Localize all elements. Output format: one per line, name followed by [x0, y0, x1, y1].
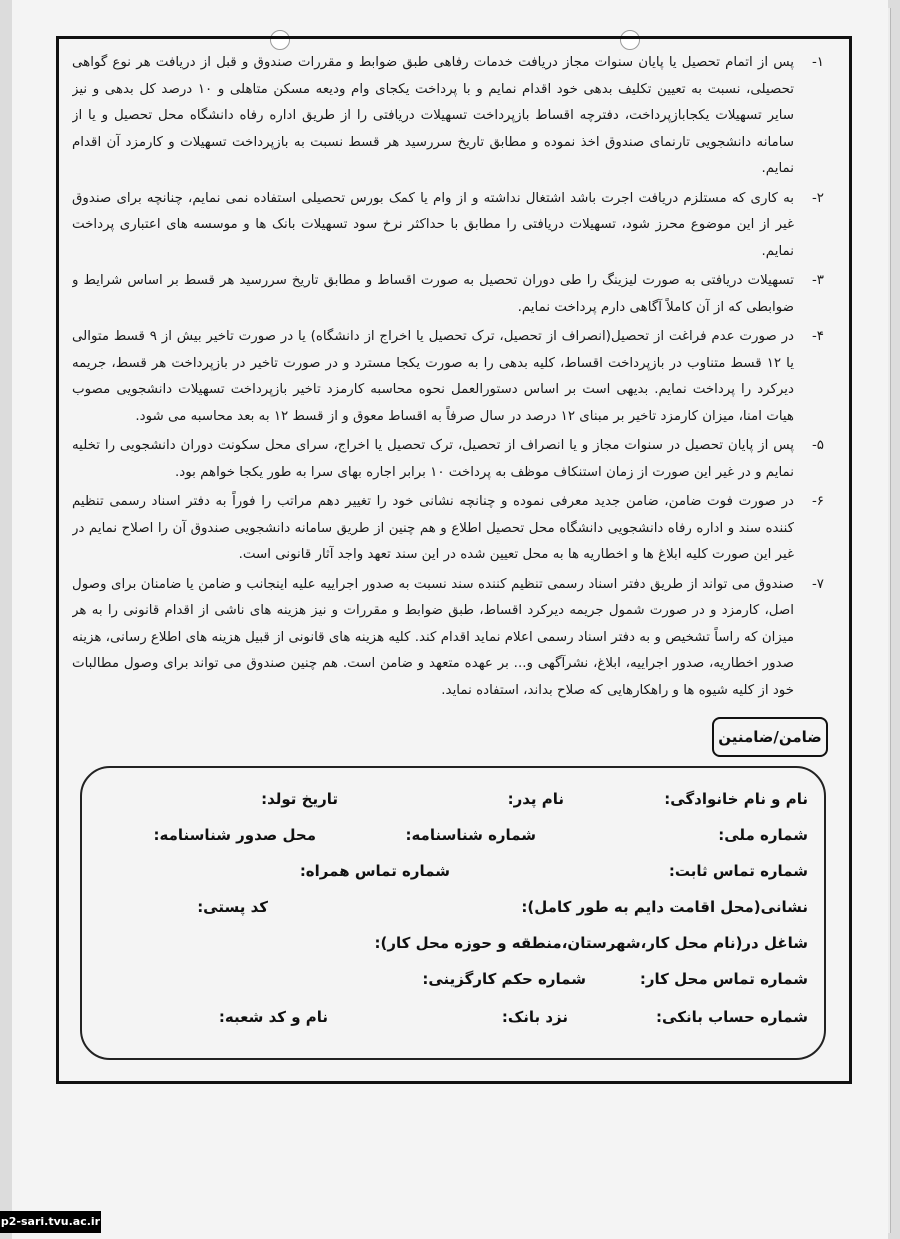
clause-text: در صورت عدم فراغت از تحصیل(انصراف از تحصیل، ترک تحصیل یا اخراج از دانشگاه) یا در صورت تاخیر بیش از ۹ قسط متوالی یا ۱۲ قسط متناوب در بازپرداخت اقساط، کلیه بدهی را به صورت یکجا مسترد و در صورت تاخیر در بازپرداخت هر قسط، جریمه دیرکرد را پرداخت نمایم. بدیهی است بر اساس دستورالعمل نحوه محاسبه کارمزد تاخیر بازپرداخت تسهیلات دانشجویی مصوب هیات امنا، میزان کارمزد تاخیر بر مبنای ۱۲ درصد در سال صرفاً به اقساط معوق و از قسط ۱۲ به بعد محاسبه می شود.	[72, 329, 794, 424]
source-watermark: p2-sari.tvu.ac.ir	[0, 1211, 101, 1233]
workplace-field[interactable]: شاغل در(نام محل کار،شهرستان،منطقه و حوزه محل کار):	[374, 934, 808, 952]
clause-6	[72, 489, 824, 569]
form-row-workplace	[96, 934, 808, 960]
clause-2	[72, 186, 824, 266]
clause-3	[72, 268, 824, 321]
work-phone-field[interactable]: شماره تماس محل کار:	[639, 970, 808, 988]
clause-number: ۵-	[811, 438, 824, 453]
clause-text: پس از اتمام تحصیل یا پایان سنوات مجاز دریافت خدمات رفاهی طبق ضوابط و مقررات صندوق و قبل از دریافت هر نوع گواهی تحصیلی، نسبت به تعیین تکلیف بدهی خود اقدام نمایم و با پرداخت یکجای وام ودیعه مسکن متاهلی و ۱۰ درصد کل بدهی و نیز سایر تسهیلات یکجابازپرداخت، دفترچه اقساط بازپرداخت تسهیلات دریافتی را از طریق اداره رفاه دانشگاه محل تحصیل و یا از سامانه دانشجویی تارنمای صندوق اخذ نموده و مطابق تاریخ سررسید هر قسط نسبت به بازپرداخت تسهیلات و کارمزد آن اقدام نمایم.	[72, 55, 794, 176]
form-row-work	[96, 970, 808, 996]
clause-number: ۶-	[811, 494, 824, 509]
id-place-field[interactable]: محل صدور شناسنامه:	[153, 826, 316, 844]
guarantor-section-title: ضامن/ضامنین	[712, 717, 828, 757]
full-name-field[interactable]: نام و نام خانوادگی:	[664, 790, 808, 808]
form-row-id	[96, 826, 808, 852]
clause-number: ۲-	[811, 190, 824, 206]
clause-7	[72, 572, 824, 705]
clause-text: پس از پایان تحصیل در سنوات مجاز و یا انصراف از تحصیل، ترک تحصیل یا اخراج، سرای محل سکونت دوران دانشجویی را تخلیه نمایم و در غیر این صورت از زمان استنکاف موظف به پرداخت ۱۰ برابر اجاره بهای سرا به طور یکجا خواهم بود.	[72, 438, 794, 480]
form-row-phones	[96, 862, 808, 888]
account-number-field[interactable]: شماره حساب بانکی:	[656, 1008, 808, 1026]
form-row-name	[96, 790, 808, 816]
form-row-bank	[96, 1008, 808, 1034]
mobile-field[interactable]: شماره تماس همراه:	[299, 862, 450, 880]
clause-number: ۳-	[811, 273, 824, 288]
clause-5	[72, 433, 824, 486]
clause-number: ۴-	[811, 329, 824, 344]
clause-text: صندوق می تواند از طریق دفتر اسناد رسمی تنظیم کننده سند نسبت به صدور اجراییه علیه اینجانب و ضامن یا ضامنان برای وصول اصل، کارمزد و در صورت شمول جریمه دیرکرد اقساط، طبق ضوابط و مقررات و نیز هزینه های ناشی از اقدام قانونی را به هر میزان که راساً تشخیص و به دفتر اسناد رسمی اعلام نماید اقدام کند. کلیه هزینه های قانونی از قبیل هزینه های اطلاع رسانی، هزینه صدور اخطاریه، صدور اجراییه، ابلاغ، نشرآگهی و... بر عهده متعهد و ضامن است. هم چنین صندوق می تواند برای وصول مطالبات خود از کلیه شیوه ها و راهکارهایی که صلاح بداند، استفاده نماید.	[72, 576, 794, 698]
form-row-address	[96, 898, 808, 924]
clause-number: ۷-	[811, 576, 824, 592]
birth-date-field[interactable]: تاریخ تولد:	[261, 790, 338, 808]
landline-field[interactable]: شماره تماس ثابت:	[668, 862, 808, 880]
id-number-field[interactable]: شماره شناسنامه:	[405, 826, 536, 844]
address-field[interactable]: نشانی(محل اقامت دایم به طور کامل):	[521, 898, 808, 916]
employment-number-field[interactable]: شماره حکم کارگزینی:	[422, 970, 586, 988]
commitment-clauses	[72, 50, 824, 720]
clause-4	[72, 324, 824, 430]
postal-code-field[interactable]: کد پستی:	[197, 898, 268, 916]
clause-number: ۱-	[811, 55, 824, 70]
national-id-field[interactable]: شماره ملی:	[718, 826, 808, 844]
clause-text: به کاری که مستلزم دریافت اجرت باشد اشتغال نداشته و از وام یا کمک بورس تحصیلی استفاده نمی نمایم، چنانچه برای صندوق غیر از این موضوع محرز شود، تسهیلات دریافتی را مطابق با حداکثر نرخ سود تسهیلات بانک ها و موسسه های اعتباری پرداخت نمایم.	[72, 190, 794, 259]
clause-text: تسهیلات دریافتی به صورت لیزینگ را طی دوران تحصیل به صورت اقساط و مطابق تاریخ سررسید هر قسط بر اساس شرایط و ضوابطی که از آن کاملاً آگاهی دارم پرداخت نمایم.	[72, 273, 794, 315]
clause-1	[72, 50, 824, 183]
branch-field[interactable]: نام و کد شعبه:	[218, 1008, 328, 1026]
bank-field[interactable]: نزد بانک:	[501, 1008, 568, 1026]
clause-text: در صورت فوت ضامن، ضامن جدید معرفی نموده و چنانچه نشانی خود را تغییر دهم مراتب را فوراً به دفتر اسناد رسمی تنظیم کننده سند و اداره رفاه دانشجویی دانشگاه محل تحصیل اطلاع و هم چنین از طریق سامانه دانشجویی صندوق آن را اصلاح نمایم در غیر این صورت کلیه ابلاغ ها و اخطاریه ها به محل تعیین شده در این سند تعهد واجد آثار قانونی است.	[72, 494, 794, 562]
father-name-field[interactable]: نام پدر:	[507, 790, 564, 808]
